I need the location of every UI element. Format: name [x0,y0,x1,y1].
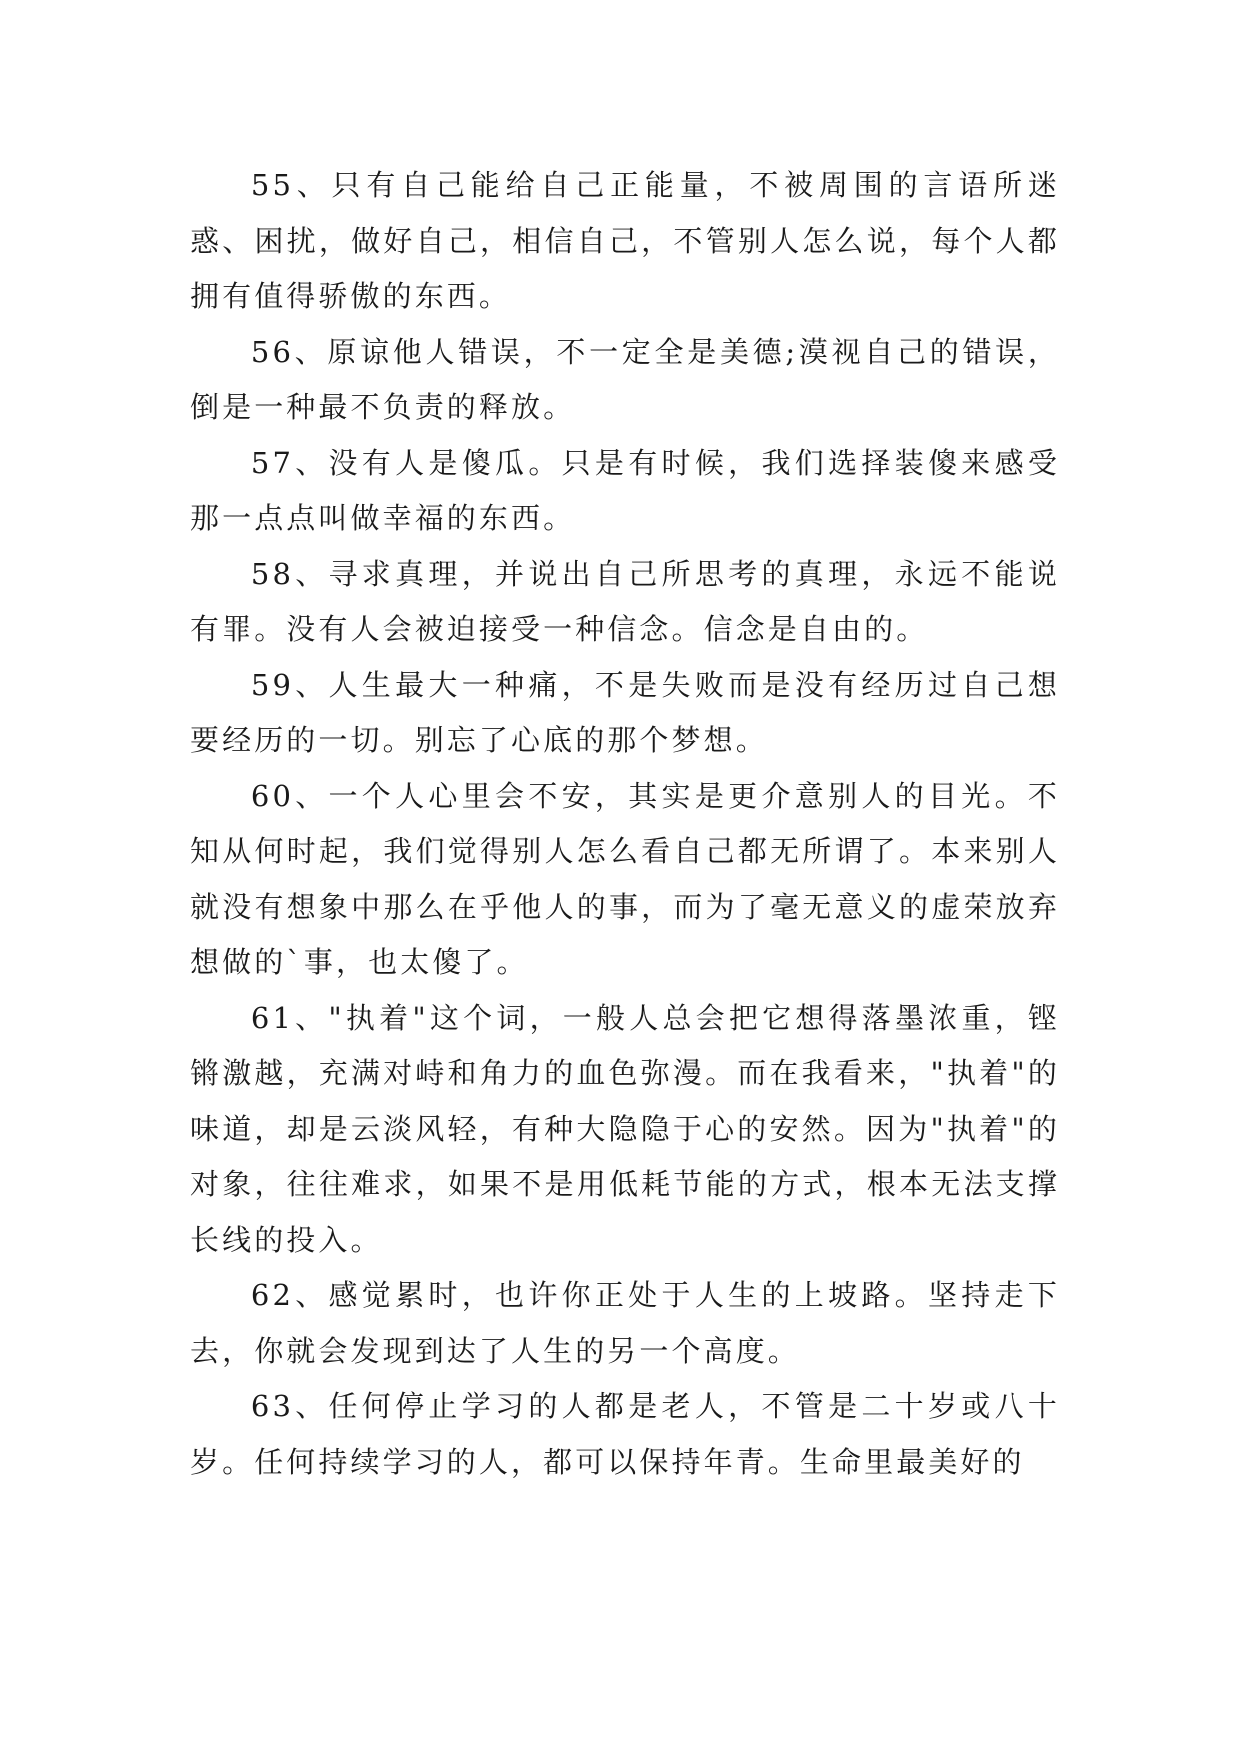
paragraph-61: 61、"执着"这个词，一般人总会把它想得落墨浓重，铿锵激越，充满对峙和角力的血色弥漫。而在我看来，"执着"的味道，却是云淡风轻，有种大隐隐于心的安然。因为"执着"的对象，往往难求，如果不是用低耗节能的方式，根本无法支撑长线的投入。 [190,1000,1060,1257]
paragraph-59: 59、人生最大一种痛，不是失败而是没有经历过自己想要经历的一切。别忘了心底的那个梦想。 [190,667,1060,757]
paragraph-63: 63、任何停止学习的人都是老人，不管是二十岁或八十岁。任何持续学习的人，都可以保持年青。生命里最美好的 [190,1389,1060,1479]
paragraph-57: 57、没有人是傻瓜。只是有时候，我们选择装傻来感受那一点点叫做幸福的东西。 [190,445,1060,535]
document-body [190,158,1060,1490]
paragraph-58: 58、寻求真理，并说出自己所思考的真理，永远不能说有罪。没有人会被迫接受一种信念。信念是自由的。 [190,556,1060,646]
paragraph-60: 60、一个人心里会不安，其实是更介意别人的目光。不知从何时起，我们觉得别人怎么看自己都无所谓了。本来别人就没有想象中那么在乎他人的事，而为了毫无意义的虚荣放弃想做的`事，也太傻了。 [190,778,1060,979]
paragraph-62: 62、感觉累时，也许你正处于人生的上坡路。坚持走下去，你就会发现到达了人生的另一个高度。 [190,1278,1060,1368]
paragraph-55: 55、只有自己能给自己正能量，不被周围的言语所迷惑、困扰，做好自己，相信自己，不管别人怎么说，每个人都拥有值得骄傲的东西。 [190,168,1060,313]
paragraph-56: 56、原谅他人错误，不一定全是美德;漠视自己的错误，倒是一种最不负责的释放。 [190,334,1060,424]
